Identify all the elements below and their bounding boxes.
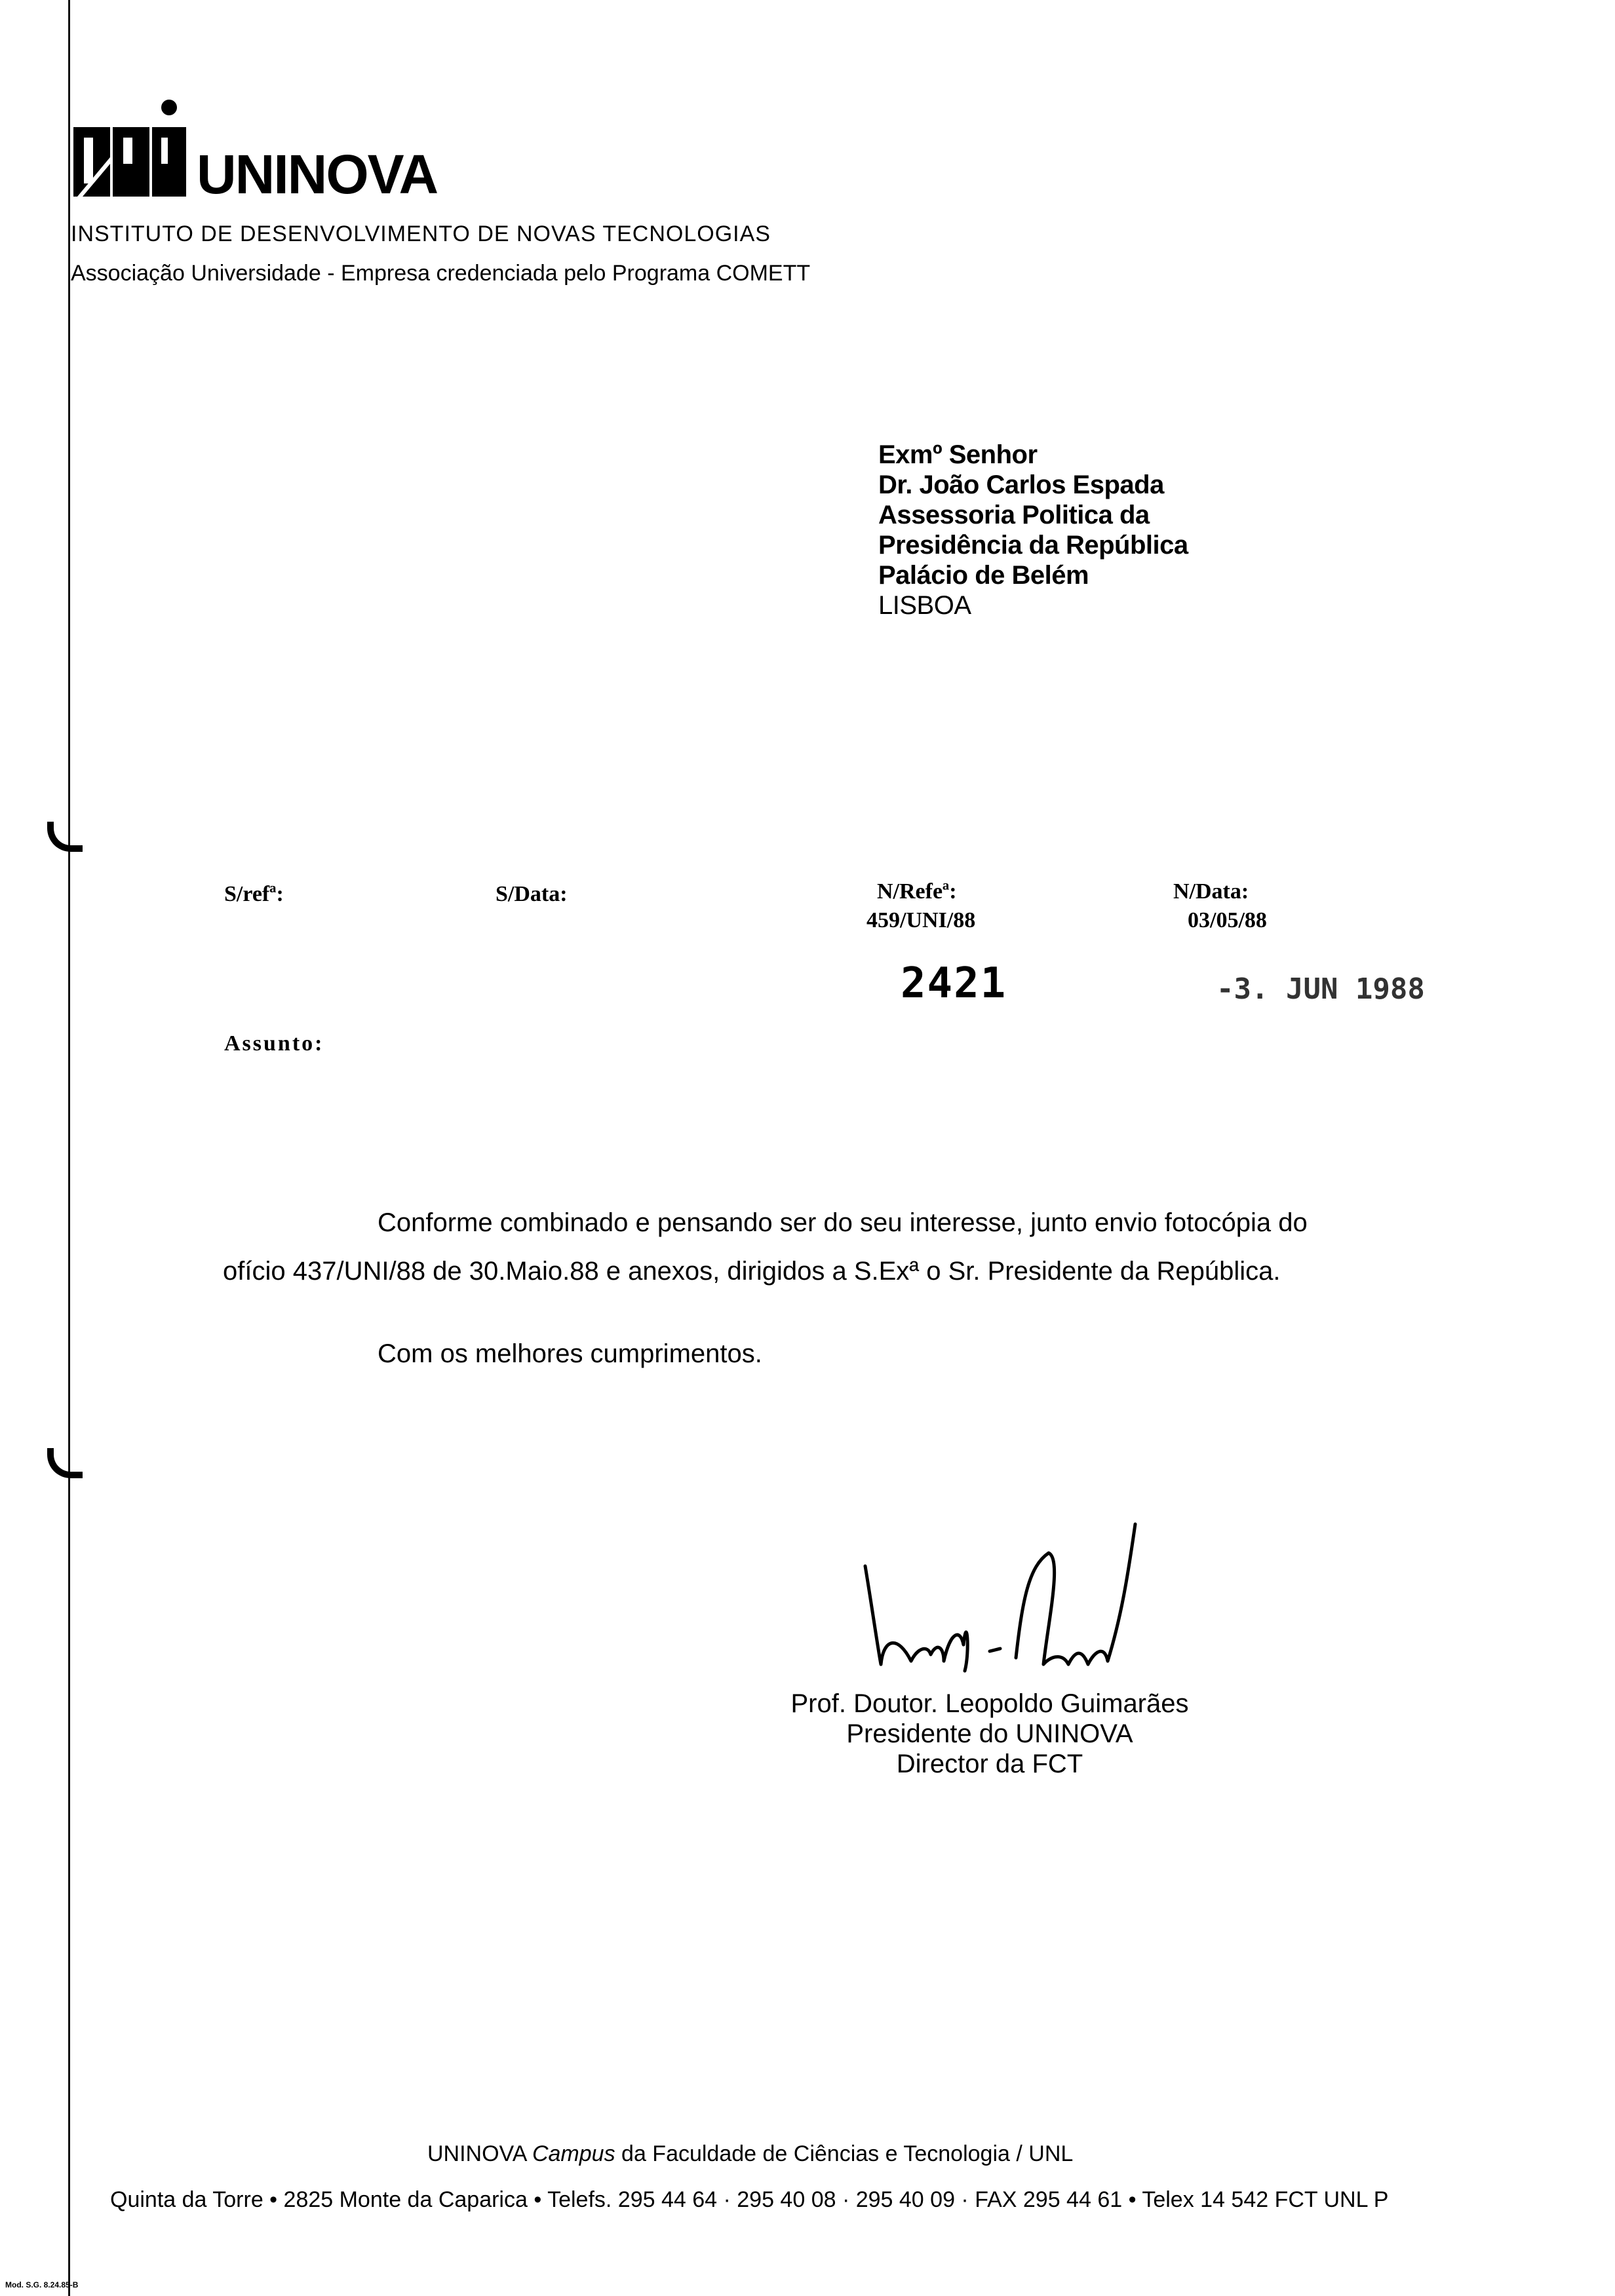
handwritten-signature xyxy=(852,1520,1140,1684)
recipient-line: LISBOA xyxy=(878,591,971,620)
org-name: UNINOVA xyxy=(197,144,438,205)
footer-campus: Campus xyxy=(532,2141,615,2166)
nref-label: N/Refeª: xyxy=(877,879,957,904)
ndata-label: N/Data: xyxy=(1173,879,1249,904)
org-subtitle: INSTITUTO DE DESENVOLVIMENTO DE NOVAS TECNOLOGIAS xyxy=(71,221,771,246)
margin-line xyxy=(68,0,70,2296)
recipient-line: Palácio de Belém xyxy=(878,561,1089,590)
stamp-number: 2421 xyxy=(901,959,1007,1008)
footer-faculty: da Faculdade de Ciências e Tecnologia / UNL xyxy=(621,2141,1074,2166)
punch-mark xyxy=(47,822,83,852)
signatory-title: Director da FCT xyxy=(896,1750,1083,1778)
subject-label: Assunto: xyxy=(224,1031,324,1056)
punch-mark xyxy=(47,1448,83,1478)
sdata-label: S/Data: xyxy=(496,882,568,906)
uninova-logo-icon xyxy=(71,98,189,203)
recipient-line: Exmº Senhor xyxy=(878,440,1038,469)
body-line: ofício 437/UNI/88 de 30.Maio.88 e anexos, dirigidos a S.Exª o Sr. Presidente da República. xyxy=(223,1257,1281,1286)
ndata-value: 03/05/88 xyxy=(1188,908,1267,932)
footer-org: UNINOVA xyxy=(427,2141,526,2166)
closing-line: Com os melhores cumprimentos. xyxy=(378,1339,762,1368)
footer-campus-line xyxy=(427,2141,1073,2167)
signatory-title: Presidente do UNINOVA xyxy=(846,1719,1133,1748)
signatory-name: Prof. Doutor. Leopoldo Guimarães xyxy=(790,1689,1189,1718)
footer-contact-line: Quinta da Torre • 2825 Monte da Caparica • Telefs. 295 44 64 · 295 40 08 · 295 40 09 · FAX 295 44 61 • Telex 14 542 FCT UNL P xyxy=(110,2187,1389,2212)
body-line: Conforme combinado e pensando ser do seu interesse, junto envio fotocópia do xyxy=(378,1208,1308,1237)
recipient-line: Dr. João Carlos Espada xyxy=(878,470,1164,499)
form-code: Mod. S.G. 8.24.85-B xyxy=(5,2280,79,2289)
recipient-line: Assessoria Politica da xyxy=(878,501,1150,529)
recipient-line: Presidência da República xyxy=(878,531,1188,560)
org-association: Associação Universidade - Empresa credenciada pelo Programa COMETT xyxy=(71,261,811,286)
nref-value: 459/UNI/88 xyxy=(866,908,976,932)
sref-label: S/refª: xyxy=(224,882,284,906)
stamp-date: -3. JUN 1988 xyxy=(1216,972,1425,1006)
